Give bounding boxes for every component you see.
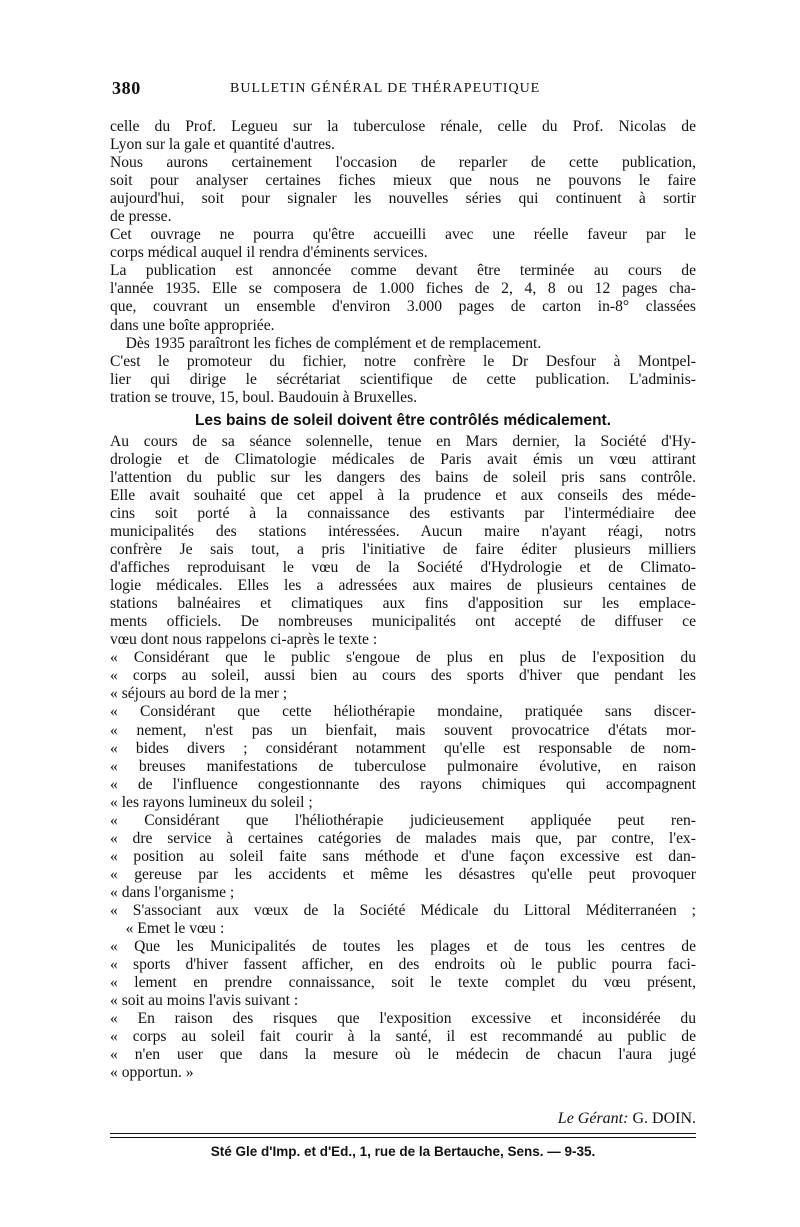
- text-line: stations balnéaires et climatiques aux fins d'apposition sur les emplace-: [110, 595, 696, 613]
- text-line: « bides divers ; considérant notamment qu'elle est responsable de nom-: [110, 739, 696, 757]
- footer-rule-thick: [110, 1133, 696, 1134]
- text-line: « gereuse par les accidents et même les désastres qu'elle peut provoquer: [110, 865, 696, 883]
- text-line: tration se trouve, 15, boul. Baudouin à Bruxelles.: [110, 388, 418, 406]
- text-line: logie médicales. Elles les a adressées aux maires de plusieurs centaines de: [110, 577, 696, 595]
- text-line: « nement, n'est pas un bienfait, mais souvent provocatrice d'états mor-: [110, 721, 696, 739]
- signature-label: Le Gérant:: [557, 1110, 629, 1127]
- text-line: drologie et de Climatologie médicales de Paris avait émis un vœu attirant: [110, 450, 696, 468]
- text-line: « séjours au bord de la mer ;: [110, 685, 288, 703]
- signature-name: G. DOIN.: [632, 1110, 696, 1127]
- text-line: « dre service à certaines catégories de malades mais que, par contre, l'ex-: [110, 829, 696, 847]
- text-line: celle du Prof. Legueu sur la tuberculose rénale, celle du Prof. Nicolas de: [110, 118, 696, 135]
- article-body: [110, 118, 696, 1082]
- text-line: Au cours de sa séance solennelle, tenue en Mars dernier, la Société d'Hy-: [110, 432, 696, 450]
- text-line: aujourd'hui, soit pour signaler les nouvelles séries qui continuent à sortir: [110, 190, 696, 208]
- text-line: « corps au soleil fait courir à la santé, il est recommandé au public de: [110, 1028, 696, 1046]
- text-line: « Considérant que cette héliothérapie mondaine, pratiquée sans discer-: [110, 703, 696, 721]
- text-line: Cet ouvrage ne pourra qu'être accueilli avec une réelle faveur par le: [110, 226, 696, 244]
- paragraph-block-1: [110, 118, 696, 407]
- signature: [450, 1110, 696, 1128]
- text-line: que, couvrant un ensemble d'environ 3.000 pages de carton in-8° classées: [110, 298, 696, 316]
- text-line: Dès 1935 paraîtront les fiches de complément et de remplacement.: [110, 334, 542, 352]
- text-line: Elle avait souhaité que cet appel à la prudence et aux conseils des méde-: [110, 486, 696, 504]
- text-line: « Emet le vœu :: [110, 920, 225, 938]
- text-line: « position au soleil faite sans méthode et d'une façon excessive est dan-: [110, 847, 696, 865]
- text-line: « sports d'hiver fassent afficher, en des endroits où le public pourra faci-: [110, 956, 696, 974]
- text-line: cins soit porté à la connaissance des estivants par l'intermédiaire dee: [110, 504, 696, 522]
- text-line: confrère Je sais tout, a pris l'initiative de faire éditer plusieurs milliers: [110, 541, 696, 559]
- section-heading: Les bains de soleil doivent être contrôlés médicalement.: [194, 411, 612, 429]
- footer-rule-thin: [110, 1137, 696, 1138]
- text-line: Nous aurons certainement l'occasion de reparler de cette publication,: [110, 154, 696, 172]
- text-line: « corps au soleil, aussi bien au cours des sports d'hiver que pendant les: [110, 667, 696, 685]
- text-line: ments officiels. De nombreuses municipalités ont accepté de diffuser ce: [110, 613, 696, 631]
- text-line: de presse.: [110, 208, 172, 226]
- text-line: « dans l'organisme ;: [110, 883, 235, 901]
- text-line: « opportun. »: [110, 1064, 194, 1082]
- text-line: « Considérant que l'héliothérapie judicieusement appliquée peut ren-: [110, 811, 696, 829]
- paragraph-block-2: [110, 433, 696, 1083]
- text-line: dans une boîte appropriée.: [110, 316, 275, 334]
- text-line: « Que les Municipalités de toutes les plages et de tous les centres de: [110, 938, 696, 956]
- text-line: l'attention du public sur les dangers des bains de soleil pris sans contrôle.: [110, 468, 696, 486]
- text-line: C'est le promoteur du fichier, notre confrère le Dr Desfour à Montpel-: [110, 352, 696, 370]
- text-line: La publication est annoncée comme devant être terminée au cours de: [110, 262, 696, 280]
- text-line: d'affiches reproduisant le vœu de la Société d'Hydrologie et de Climato-: [110, 559, 696, 577]
- page-header: [112, 78, 696, 102]
- text-line: « de l'influence congestionnante des rayons chimiques qui accompagnent: [110, 775, 696, 793]
- page-number: 380: [112, 78, 141, 98]
- printer-imprint: Sté Gle d'Imp. et d'Ed., 1, rue de la Bertauche, Sens. — 9-35.: [210, 1144, 596, 1159]
- text-line: Lyon sur la gale et quantité d'autres.: [110, 136, 335, 154]
- text-line: « n'en user que dans la mesure où le médecin de chacun l'aura jugé: [110, 1046, 696, 1064]
- text-line: « lement en prendre connaissance, soit le texte complet du vœu présent,: [110, 974, 696, 992]
- text-line: corps médical auquel il rendra d'éminents services.: [110, 244, 428, 262]
- text-line: « soit au moins l'avis suivant :: [110, 992, 299, 1010]
- text-line: vœu dont nous rappelons ci-après le texte :: [110, 631, 378, 649]
- text-line: lier qui dirige le sécrétariat scientifique de cette publication. L'adminis-: [110, 370, 696, 388]
- text-line: soit pour analyser certaines fiches mieux que nous ne pouvons le faire: [110, 172, 696, 190]
- text-line: « Considérant que le public s'engoue de plus en plus de l'exposition du: [110, 649, 696, 667]
- text-line: « En raison des risques que l'exposition excessive et inconsidérée du: [110, 1010, 696, 1028]
- text-line: « les rayons lumineux du soleil ;: [110, 793, 313, 811]
- running-title: BULLETIN GÉNÉRAL DE THÉRAPEUTIQUE: [230, 81, 541, 96]
- text-line: l'année 1935. Elle se composera de 1.000 fiches de 2, 4, 8 ou 12 pages cha-: [110, 280, 696, 298]
- text-line: « breuses manifestations de tuberculose pulmonaire évolutive, en raison: [110, 757, 696, 775]
- text-line: municipalités des stations intéressées. Aucun maire n'ayant réagi, notrs: [110, 522, 696, 540]
- text-line: « S'associant aux vœux de la Société Médicale du Littoral Méditerranéen ;: [110, 901, 696, 919]
